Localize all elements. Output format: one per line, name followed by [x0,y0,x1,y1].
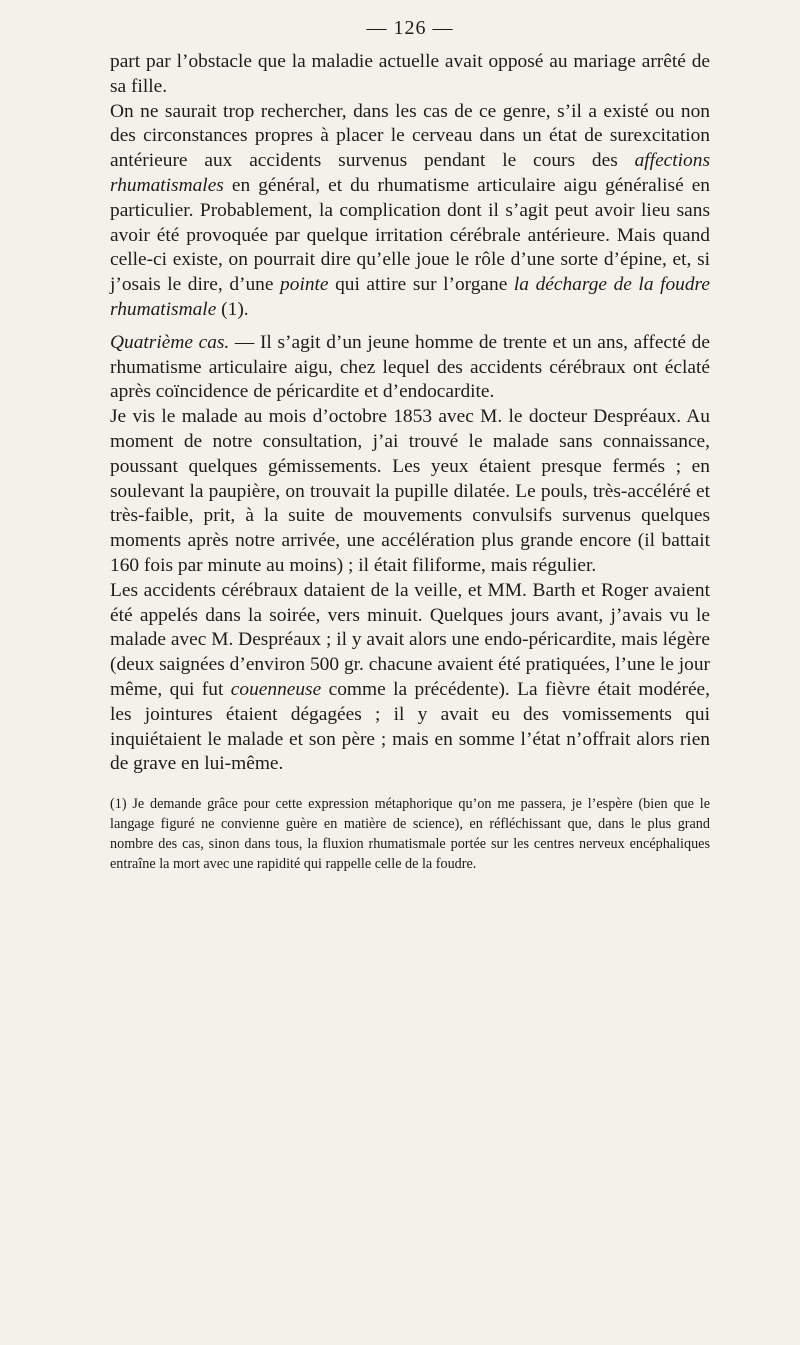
paragraph-5 [110,579,710,777]
paragraph-1 [110,50,710,100]
paragraph-5-emphasis-couenneuse: couenneuse [230,678,322,700]
paragraph-5-text-a: Les accidents cérébraux dataient de la veille, et MM. Barth et Roger avaient été appelés dans la soirée, vers minuit. Quelques jours avant, j’avais vu le malade avec M. Despréaux ; il y avait alors une endo-péricardite, mais légère (deux saignées d’environ 500 gr. chacune avaient été pratiquées, l’une le jour même, qui fut [110,579,710,700]
paragraph-2-footnote-ref: (1). [216,298,249,320]
paragraph-1-text: part par l’obstacle que la maladie actuelle avait opposé au mariage arrêté de sa fille. [110,51,710,97]
paragraph-2-emphasis-foudre: la décharge de la foudre rhumatismale [110,274,710,320]
paragraph-4-text: Je vis le malade au mois d’octobre 1853 avec M. le docteur Despréaux. Au moment de notre consultation, j’ai trouvé le malade sans connaissance, poussant quelques gémissements. Les yeux étaient presque fermés ; en soulevant la paupière, on trouvait la pupille dilatée. Le pouls, très-accéléré et très-faible, prit, à la suite de mouvements convulsifs survenus quelques moments après notre arrivée, une accélération plus grande encore (il battait 160 fois par minute au moins) ; il était filiforme, mais régulier. [110,406,710,576]
paragraph-2-text-c: en général, et du rhumatisme articulaire aigu généralisé en particulier. Probablement, la complication dont il s’agit peut avoir lieu sans avoir été provoquée par quelque irritation cérébrale antérieure. Mais quand celle-ci existe, on pourrait dire qu’elle joue le rôle d’une sorte d’épine, et, si j’osais le dire, d’une [110,174,710,296]
paragraph-2-emphasis-affections: affections rhumatismales [110,150,710,196]
paragraph-2 [110,100,710,323]
book-page [110,12,710,874]
paragraph-4 [110,405,710,579]
paragraph-2-text-a: On ne saurait trop rechercher, dans les cas de ce genre, s’il a existé ou non des circonstances propres à placer le cerveau dans un état de surexcitation antérieure aux accidents survenus pendant le cours des [110,100,710,172]
paragraph-2-emphasis-pointe: pointe [280,274,329,296]
case-title: Quatrième cas. [110,331,230,353]
footnotes [110,795,710,874]
footnote-1: (1) Je demande grâce pour cette expression métaphorique qu’on me passera, je l’espère (bien que le langage figuré ne convienne guère en matière de science), en réfléchissant que, dans le plus grand nombre des cas, sinon dans tous, la fluxion rhumatismale portée sur les centres nerveux encéphaliques entraîne la mort avec une rapidité qui rappelle celle de la foudre. [110,796,710,872]
page-number: — 126 — [366,17,454,39]
paragraph-3-text: — Il s’agit d’un jeune homme de trente et un ans, affecté de rhumatisme articulaire aigu, chez lequel des accidents cérébraux ont éclaté après coïncidence de péricardite et d’endocardite. [110,331,710,403]
paragraph-5-text-c: comme la précédente). La fièvre était modérée, les jointures étaient dégagées ; il y avait eu des vomissements qui inquiétaient le malade et son père ; mais en somme l’état n’offrait alors rien de grave en lui-même. [110,678,711,775]
paragraph-2-text-e: qui attire sur l’organe [328,274,514,296]
paragraph-3-case-heading [110,331,710,405]
